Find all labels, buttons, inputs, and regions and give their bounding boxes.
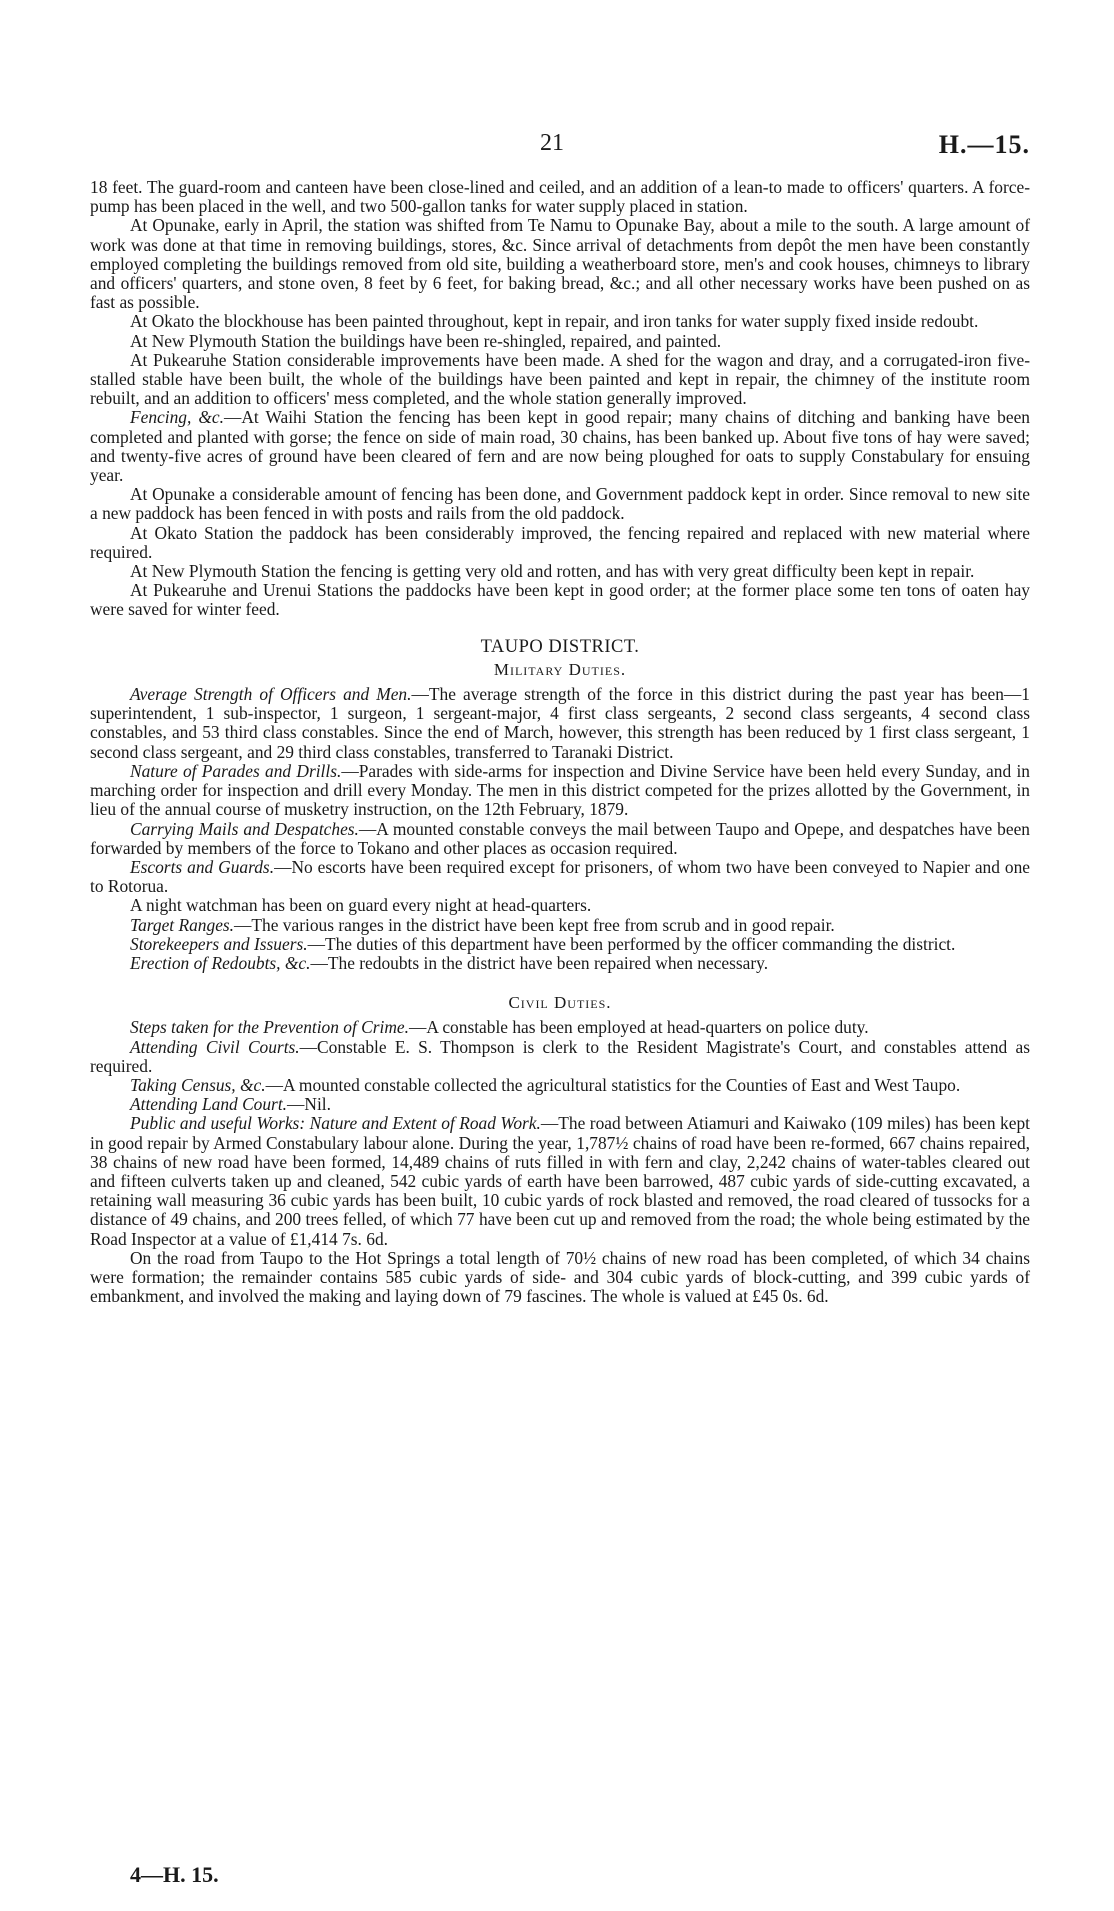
paragraph: At Pukearuhe and Urenui Stations the paddocks have been kept in good order; at the former place some ten tons of oaten hay were saved for winter feed. (90, 580, 1030, 620)
paragraph-heading: Erection of Redoubts, &c. (130, 952, 311, 973)
paragraph (90, 1095, 1030, 1114)
paragraph: 18 feet. The guard-room and canteen have been close-lined and ceiled, and an addition of a lean-to made to officers' quarters. A force-pump has been placed in the well, and two 500-gallon tanks for water supply placed in station. (90, 177, 1030, 217)
page-header (0, 130, 1114, 164)
paragraph-heading: Fencing, &c. (130, 407, 224, 428)
paragraph-text: —The road between Atiamuri and Kaiwako (109 miles) has been kept in good repair by Armed Constabulary labour alone. During the year, 1,787½ chains of road have been re-formed, 667 chains repaired, 38 chains of new road have been formed, 14,489 chains of ruts filled in with fern and clay, 2,242 chains of water-tables cleared out and fifteen culverts taken up and cleaned, 542 cubic yards of earth have been barrowed, 487 cubic yards of side-cutting excavated, a retaining wall measuring 36 cubic yards has been built, 10 cubic yards of rock blasted and removed, the road cleared of tussocks for a distance of 49 chains, and 200 trees felled, of which 77 have been cut up and removed from the road; the whole being estimated by the Road Inspector at a value of £1,414 7s. 6d. (90, 1113, 1030, 1249)
signature-mark: 4—H. 15. (130, 1862, 219, 1887)
paragraph-text: —Nil. (287, 1094, 331, 1115)
paragraph: At Okato Station the paddock has been considerably improved, the fencing repaired and replaced with new material where required. (90, 522, 1030, 562)
paragraph: At Opunake, early in April, the station was shifted from Te Namu to Opunake Bay, about a mile to the south. A large amount of work was done at that time in removing buildings, stores, &c. Since arrival of detachments from depôt the men have been constantly employed completing the buildings removed from old site, building a weatherboard store, men's and cook houses, chimneys to library and officers' quarters, and stone oven, 8 feet by 6 feet, for baking bread, &c.; and all other necessary works have been pushed on as fast as possible. (90, 215, 1030, 313)
paragraph (90, 685, 1030, 762)
paragraph-heading: Taking Census, &c. (130, 1074, 266, 1095)
paragraph (90, 1038, 1030, 1076)
paragraph: At Okato the blockhouse has been painted throughout, kept in repair, and iron tanks for water supply fixed inside redoubt. (130, 311, 979, 332)
paragraph: At New Plymouth Station the fencing is getting very old and rotten, and has with very great difficulty been kept in repair. (130, 561, 975, 582)
paragraph (90, 1018, 1030, 1037)
paragraph-text: —At Waihi Station the fencing has been kept in good repair; many chains of ditching and banking have been completed and planted with gorse; the fence on side of main road, 30 chains, has been banked up. About five tons of hay were saved; and twenty-five acres of ground have been cleared of fern and are now being ploughed for oats to supply Constabulary for ensuing year. (90, 407, 1030, 486)
paragraph-text: —Parades with side-arms for inspection and Divine Service have been held every Sunday, and in marching order for inspection and drill every Monday. The men in this district competed for the prizes allotted by the Government, in lieu of the annual course of musketry instruction, on the 12th February, 1879. (90, 760, 1030, 820)
district-title: TAUPO DISTRICT. (480, 636, 640, 657)
paragraph (90, 820, 1030, 858)
paragraph (90, 1076, 1030, 1095)
paragraph-heading: Attending Land Court. (130, 1094, 288, 1115)
paragraph-text: —A constable has been employed at head-quarters on police duty. (409, 1017, 869, 1038)
paragraph (90, 762, 1030, 820)
paragraph-heading: Storekeepers and Issuers. (130, 933, 308, 954)
paragraph-text: On the road from Taupo to the Hot Springs a total length of 70½ chains of new road has been completed, of which 34 chains were formation; the remainder contains 585 cubic yards of side- and 304 cubic yards of block-cutting, and 399 cubic yards of embankment, and involved the making and laying down of 79 fascines. The whole is valued at £45 0s. 6d. (90, 1247, 1030, 1307)
paragraph-heading: Attending Civil Courts. (130, 1036, 300, 1057)
paragraph-text: —Constable E. S. Thompson is clerk to the Resident Magistrate's Court, and constables attend as required. (90, 1036, 1030, 1076)
paragraph-fencing (90, 408, 1030, 485)
section-heading-military: Military Duties. (493, 659, 627, 679)
section-heading-civil: Civil Duties. (508, 993, 612, 1013)
paragraph-text: —A mounted constable collected the agricultural statistics for the Counties of East and West Taupo. (265, 1074, 961, 1095)
paragraph (90, 954, 1030, 973)
paragraph (90, 1249, 1030, 1307)
paragraph-heading: Target Ranges. (130, 914, 235, 935)
paragraph-text: —The average strength of the force in this district during the past year has been—1 superintendent, 1 sub-inspector, 1 surgeon, 1 sergeant-major, 4 first class sergeants, 2 second class sergeants, 4 second class constables, and 53 third class constables. Since the end of March, however, this strength has been reduced by 1 first class sergeant, 1 second class sergeant, and 29 third class constables, transferred to Taranaki District. (90, 684, 1030, 762)
paragraph (90, 1114, 1030, 1248)
paragraph: At New Plymouth Station the buildings have been re-shingled, repaired, and painted. (130, 330, 722, 351)
paragraph-heading: Escorts and Guards. (130, 856, 275, 877)
paragraph-text: —The duties of this department have been performed by the officer commanding the district. (307, 933, 956, 954)
paragraph-heading: Nature of Parades and Drills. (130, 760, 342, 781)
paragraph (90, 916, 1030, 935)
paragraph-text: —The redoubts in the district have been repaired when necessary. (310, 952, 769, 973)
paragraph-heading: Public and useful Works: Nature and Extent of Road Work. (130, 1113, 541, 1134)
document-body (90, 178, 1030, 1306)
page-number: 21 (540, 130, 564, 156)
paragraph-text: —No escorts have been required except for prisoners, of whom two have been conveyed to Napier and one to Rotorua. (90, 856, 1030, 897)
paragraph-heading: Steps taken for the Prevention of Crime. (130, 1017, 409, 1038)
paragraph-text: A night watchman has been on guard every night at head-quarters. (130, 895, 592, 916)
paragraph (90, 896, 1030, 915)
paragraph-heading: Carrying Mails and Despatches. (130, 818, 359, 839)
paragraph (90, 858, 1030, 896)
paragraph: At Pukearuhe Station considerable improvements have been made. A shed for the wagon and dray, and a corrugated-iron five-stalled stable have been built, the whole of the buildings have been painted and kept in repair, the chimney of the institute room rebuilt, and an addition to officers' mess completed, and the whole station generally improved. (90, 349, 1030, 409)
paragraph (90, 935, 1030, 954)
paragraph-heading: Average Strength of Officers and Men. (130, 684, 412, 705)
paragraph-text: —A mounted constable conveys the mail between Taupo and Opepe, and despatches have been forwarded by members of the force to Tokano and other places as occasion required. (90, 818, 1030, 858)
paragraph-text: —The various ranges in the district have been kept free from scrub and in good repair. (234, 914, 835, 935)
paragraph: At Opunake a considerable amount of fencing has been done, and Government paddock kept in order. Since removal to new site a new paddock has been fenced in with posts and rails from the old paddock. (90, 484, 1030, 524)
document-reference: H.—15. (938, 130, 1030, 159)
